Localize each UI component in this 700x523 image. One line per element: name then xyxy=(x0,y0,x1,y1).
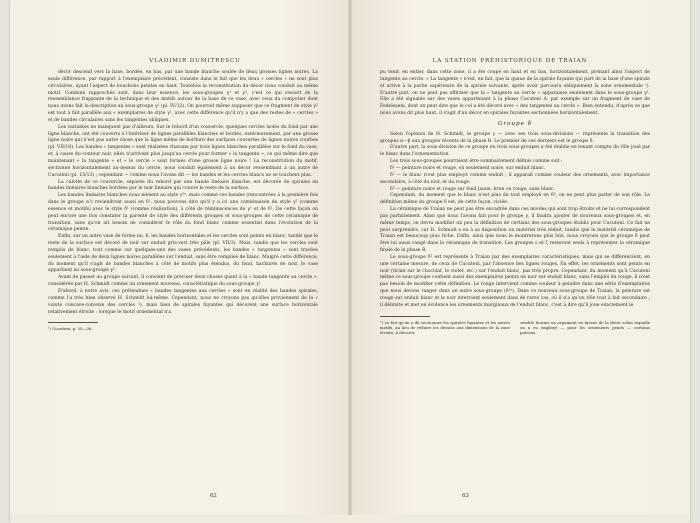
footnote-columns xyxy=(380,320,650,336)
footnote: ¹) Le fait qu'on a dû sectionner les spirales fuyantes et les autres motifs, au lieu de réduire les dessins aux dimensions de la zone étroite, à décorer, xyxy=(380,319,510,336)
left-page xyxy=(10,0,350,523)
footnote-rule xyxy=(380,316,430,317)
paragraph: Avant de passer au groupe suivant, il convient de préciser deux choses quant à la « bande tangente au cercle », considérée par H. Schmidt comme un ornement nouveau, caractéristique du sous-groupe γ¹. xyxy=(48,275,318,288)
book-gutter xyxy=(348,0,352,523)
footnote-continued: semble fournir un argument en faveur de la thèse selon laquelle on a eu employé — pour les ornements peints — certains patrons. xyxy=(520,319,650,336)
running-header-left: VLADIMIR DUMITRESCU xyxy=(149,58,241,64)
paragraph: pu tenir, en entier, dans cette zone, il a été coupé en haut et en bas, horizontalement, prenant ainsi l'aspect de tangente au cercle. « La tangente » n'est, en fait, que la queue de la spirale fuyante qui part de la base d'une spirale et arrive à la partie supérieure de la spirale suivante, après avoir parcouru obliquement la zone ornementale ¹). D'autre part, on ne peut pas affirmer que la « tangente au cercle » apparaisse seulement dans le sous-groupe γ¹. Elle a été signalée sur des vases appartenant à la phase Cucuteni A, par exemple sur un fragment de vase de Fedeleşeni, dont on peut dire que le col a été décoré avec « des tangentes au cercle ». Bien entendu, d'après ce que nous avons dit plus haut, il s'agit d'un décor en spirales fuyantes sectionnées horizontalement. xyxy=(380,70,650,117)
left-page-body xyxy=(48,70,318,332)
page-number-right: 63 xyxy=(462,493,469,499)
paragraph: La céramique de Traian ne peut pas être encadrée dans ces moules qui sont trop étroits et ne lui correspondent pas parfaitement. Ainsi que nous l'avons fait pour le groupe γ, il faudra ajouter de nouveaux sous-groupes et, en même temps, on devra modifier un peu la définition de certains des sous-groupes établis pour Cucuteni. Ce fait ne peut surprendre, car H. Schmidt a eu à sa disposition un matériel très réduit, tandis que le matériel céramique de Traian est beaucoup plus riche. Enfin, ainsi que nous le montrerons plus loin, nous croyons que le groupe δ peut être lui aussi rangé dans la céramique de transition. Les groupes ε et ζ resteront seuls à représenter la céramique finale de la phase B. xyxy=(380,207,650,254)
right-page-body xyxy=(380,70,650,335)
paragraph: D'autre part, la sous-division de ce groupe en trois sous-groupes a été établie en tenant compte du rôle joué par le blanc dans l'ornementation. xyxy=(380,145,650,158)
paragraph: Cependant, du moment que le blanc n'est plus du tout employé en δ³, on ne peut plus parler de son rôle. La définition même du groupe δ est, de cette façon, viciée. xyxy=(380,193,650,206)
paragraph: D'abord, à notre avis, ces prétendues « bandes tangentes aux cercles » sont en réalité des bandes spirales, comme l'a très bien observé H. Schmidt lui-même. Cependant, nous ne croyons pas qu'elles proviennent de la « volute concave-convexe des cercles ¹), mais bien de spirales fuyantes qui décorent une surface horizontale relativement étroite : lorsque le motif ornemental n'a xyxy=(48,289,318,315)
paragraph: δ¹ — peinture noire et rouge, où seulement noire, sur enduit blanc. xyxy=(390,165,546,171)
paragraph: décor descend vers la base, bordée, en bas, par une bande blanche soulée de deux grosses lignes noires. La seule différence, par rapport à l'exemplaire précédent, consiste dans le fait que les deux « cercles » ne sont plus circulaires, ayant l'aspect de bouchons peintes en haut. Toutefois la reconstitution du décor nous conduit au même motif. Combien rapprochés sont, dans leur essence, les sous-groupes γ¹ et γ², c'est ce qui ressort de la ressemblance frappante de la technique et des motifs autour de la base de ce vase, avec ceux du compotier dont nous avons fait la description au sous-groupe γ¹ (pl. IV/12). On pourrait même supposer que ce fragment de style γ² est tout à fait parallèle aux « exemplaires de style γ¹, avec cette différence qu'il n'y a que des restes de « cercles » et de bandes circulaires sans les tangentes obliques. xyxy=(48,70,318,123)
paragraph: Les variantes ne manquent pas d'ailleurs. Sur le rebord d'un couvercle, quelques cercles isolés du fond par une ligne blanche, ont été couverts à l'intérieur de lignes parallèles blanches et bordés, extérieurement, par une grosse ligne noire qui n'est pas autre chose que la ligne même de bordure des surfaces couvertes de lignes noires courbes (pl. VII/10). Les bandes « tangentes » sont réalisées chacune par trois lignes blanches parallèles sur le fond du vase, et, à cause du contour noir, elles n'arrivent plus jusqu'au cercle pour former « la tangente », ce qui même dire que maintenant « la tangente » et « le cercle » sont formés d'une grosse ligne noire ! La reconstitution du motif, sectionné horizontalement au-dessus du cercle, nous conduit également à un décor ressemblant à un autre de Cucuteni (pl. 15/13) ; cependant — comme nous l'avons dit — les bandes et les cercles blancs ne se touchent plus. xyxy=(48,124,318,178)
running-header-right: LA STATION PRÉHISTORIQUE DE TRAIAN xyxy=(432,58,588,64)
paragraph: Enfin, sur un autre vase de forme no. 6, les bandes horizontales et les cercles sont peints en blanc, tandis que le reste de la surface est décoré de noir sur enduit gris-vert très pâle (pl. VII/3). Mais, tandis que les cercles sont remplis de blanc, tout comme sur quelques-uns des vases précédents, les bandes « tangentes » sont tracées seulement à l'aide de deux lignes noires parallèles sur l'enduit, sans être remplies de blanc. Malgré cette différence, du moment qu'il s'agit de bandes blanches à côté de motifs plus étendus, du fond, hachurés de noir, le vase appartient au sous-groupe γ². xyxy=(48,234,318,274)
paragraph: La calotte de ce couvercle, séparée du rebord par une bande linéaire blanche, est décorée de spirales en bandes linéaires blanches bordées par le noir linéaire qui couvre le reste de la surface. xyxy=(48,179,318,192)
book-bottom-edge xyxy=(10,515,690,523)
right-page xyxy=(350,0,690,523)
paragraph: δ³ — peinture noire et rouge sur fond jaune, brun ou rouge, sans blanc. xyxy=(390,186,556,192)
book-spread xyxy=(10,0,690,523)
paragraph: Selon l'opinion de H. Schmidt, le groupe γ — avec ses trois sous-divisions — représente la transition des groupes α—β aux groupes récents de la phase B. Le premier de ces derniers est le groupe δ. xyxy=(380,131,650,144)
paragraph: Les bandes linéaires blanches nous mènent au style γ²ᵃ, mais comme ces bandes (rencontrées à la première fois dans le groupe α²) reviendront aussi en δ¹, nous pouvons dire qu'il y a ici une combinaison du style γ² (comme essence et motifs) avec le style δ¹ (comme réalisation), à côté de réminiscences de γ¹ et de δ¹. De cette façon on peut encore une fois constater la parenté de style des différents groupes et sous-groupes de cette céramique de transition, sans qu'on ait besoin de considérer le rôle du fond blanc comme essentiel dans l'évolution de la céramique peinte. xyxy=(48,193,318,233)
page-number-left: 62 xyxy=(210,493,217,499)
section-title: Groupe δ xyxy=(497,120,533,127)
paragraph: Les trois sous-groupes pourraient être sommairement définis comme suit : xyxy=(390,159,563,165)
paragraph: δ² — le blanc n'est plus employé comme enduit ; il apparaît comme couleur des ornements, avec importance secondaire, à côté du noir, et du rouge. xyxy=(380,172,650,185)
footnote: ¹) Cucuteni, p. 35—36. xyxy=(48,326,93,332)
footnote-rule xyxy=(48,322,98,323)
paragraph: Le sous-groupe δ¹ est représenté à Traian par des exemplaires caractéristiques, mais qui se différencient, en une certaine mesure, de ceux de Cucuteni, par l'absence des lignes rouges. En effet, les ornements sont peints en noir (tirant sur le chocolat, le violet, etc.) sur l'enduit blanc, pas très propre. Cependant, du moment qu'à Cucuteni même ce sous-groupe contient aussi des exemplaires peints en noir sur enduit blanc, sans l'emploi du rouge, il n'est pas besoin de modifier cette définition. Le rouge intervient comme couleur à peindre dans une série d'exemplaires que nous devons ranger dans un autre sous-groupe (δ¹ᵃ). Dans ce nouveau sous-groupe de Traian, la peinture est rouge sur enduit blanc et le noir intervient seulement dans de rares cas, où il n'a qu'un rôle tout à fait secondaire ; il délimite et met en évidence les ornements marginaux de l'enduit blanc, c'est à dire qu'il joue exactement le xyxy=(380,254,650,308)
